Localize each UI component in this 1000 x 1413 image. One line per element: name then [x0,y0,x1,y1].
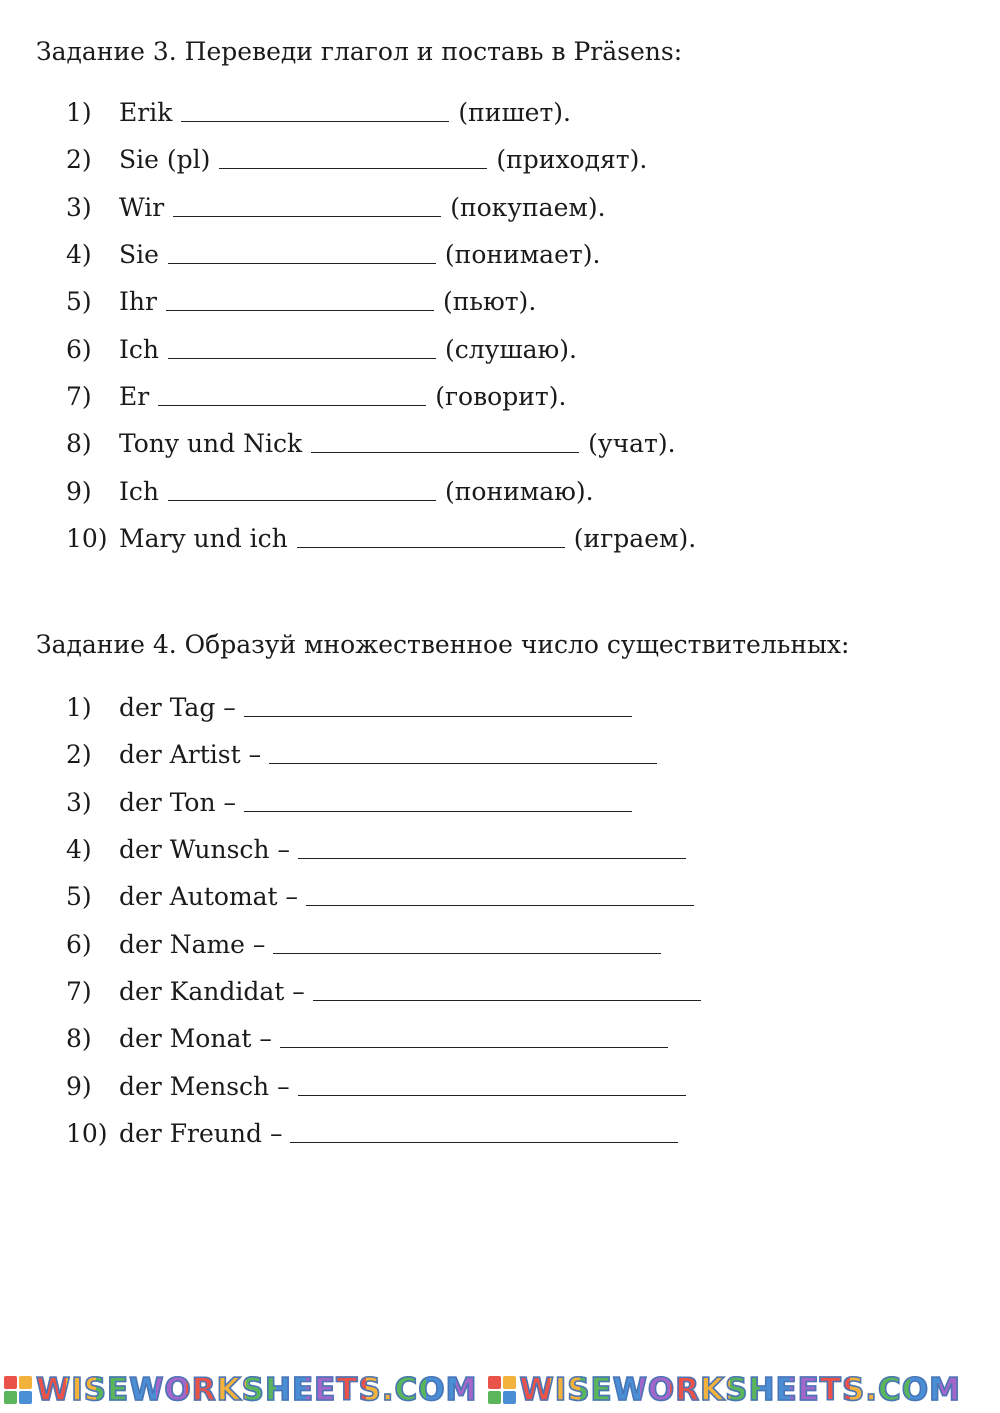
item-number: 7) [66,976,92,1006]
exercise-item [66,467,696,514]
item-number: 1) [66,98,92,128]
answer-blank[interactable] [168,239,436,264]
exercise-item [66,684,710,731]
brand-watermark [484,1372,962,1408]
item-subject: Ihr [119,287,157,317]
exercise-item [66,731,710,778]
exercise-item [66,920,710,967]
exercise-item [66,1110,710,1157]
answer-blank[interactable] [181,97,449,122]
brand-watermark [0,1372,478,1408]
item-noun: der Automat – [119,882,299,912]
task-4-list [66,684,710,1157]
item-subject: Wir [119,192,165,222]
item-hint: (понимаю). [444,476,594,506]
item-subject: Mary und ich [119,523,288,553]
item-number: 10) [66,523,108,553]
item-noun: der Artist – [119,740,262,770]
answer-blank[interactable] [168,334,436,359]
item-hint: (слушаю). [444,334,577,364]
item-hint: (понимает). [444,240,601,270]
item-hint: (пишет). [458,98,572,128]
exercise-item [66,136,696,183]
logo-square [4,1391,17,1404]
item-noun: der Ton – [119,787,237,817]
answer-blank[interactable] [158,381,426,406]
exercise-item [66,231,696,278]
item-hint: (учат). [588,429,676,459]
item-number: 9) [66,1071,92,1101]
item-number: 6) [66,334,92,364]
item-number: 8) [66,429,92,459]
brand-text: WISEWORKSHEETS.COM [519,1372,961,1408]
exercise-item [66,373,696,420]
item-subject: Erik [119,98,173,128]
answer-blank[interactable] [306,881,694,906]
item-noun: der Monat – [119,1024,272,1054]
brand-text: WISEWORKSHEETS.COM [36,1372,478,1408]
logo-square [488,1376,501,1389]
item-noun: der Mensch – [119,1071,290,1101]
exercise-item [66,325,696,372]
brand-logo-icon [4,1376,32,1404]
item-number: 9) [66,476,92,506]
item-hint: (покупаем). [450,192,606,222]
answer-blank[interactable] [219,144,487,169]
exercise-item [66,826,710,873]
item-number: 5) [66,882,92,912]
item-subject: Er [119,381,150,411]
item-subject: Sie [119,240,159,270]
watermark-footer [0,1372,1000,1408]
item-noun: der Freund – [119,1118,283,1148]
task-3-heading: Задание 3. Переведи глагол и поставь в Präsens: [36,37,683,66]
item-noun: der Tag – [119,693,236,723]
exercise-item [66,89,696,136]
item-number: 4) [66,240,92,270]
logo-square [503,1376,516,1389]
item-hint: (играем). [573,523,697,553]
item-number: 2) [66,740,92,770]
item-noun: der Kandidat – [119,976,305,1006]
item-number: 2) [66,145,92,175]
logo-square [503,1391,516,1404]
answer-blank[interactable] [280,1023,668,1048]
answer-blank[interactable] [168,476,436,501]
item-subject: Sie (pl) [119,145,211,175]
item-number: 7) [66,381,92,411]
task-4-heading: Задание 4. Образуй множественное число существительных: [36,630,850,659]
logo-square [19,1376,32,1389]
exercise-item [66,779,710,826]
answer-blank[interactable] [297,523,565,548]
task-3-list [66,89,696,562]
answer-blank[interactable] [311,428,579,453]
item-number: 5) [66,287,92,317]
item-hint: (приходят). [496,145,648,175]
item-number: 10) [66,1118,108,1148]
item-subject: Tony und Nick [119,429,303,459]
answer-blank[interactable] [298,1071,686,1096]
item-number: 1) [66,693,92,723]
exercise-item [66,420,696,467]
logo-square [488,1391,501,1404]
answer-blank[interactable] [166,286,434,311]
exercise-item [66,873,710,920]
item-number: 3) [66,192,92,222]
exercise-item [66,1062,710,1109]
answer-blank[interactable] [273,929,661,954]
exercise-item [66,278,696,325]
item-hint: (пьют). [442,287,537,317]
brand-logo-icon [488,1376,516,1404]
item-hint: (говорит). [435,381,567,411]
exercise-item [66,515,696,562]
answer-blank[interactable] [173,192,441,217]
answer-blank[interactable] [290,1118,678,1143]
exercise-item [66,968,710,1015]
item-number: 8) [66,1024,92,1054]
item-noun: der Wunsch – [119,835,290,865]
logo-square [4,1376,17,1389]
logo-square [19,1391,32,1404]
item-number: 3) [66,787,92,817]
item-noun: der Name – [119,929,266,959]
item-number: 6) [66,929,92,959]
answer-blank[interactable] [313,976,701,1001]
exercise-item [66,1015,710,1062]
item-number: 4) [66,835,92,865]
exercise-item [66,184,696,231]
answer-blank[interactable] [244,787,632,812]
item-subject: Ich [119,476,159,506]
item-subject: Ich [119,334,159,364]
answer-blank[interactable] [244,692,632,717]
answer-blank[interactable] [298,834,686,859]
answer-blank[interactable] [269,739,657,764]
